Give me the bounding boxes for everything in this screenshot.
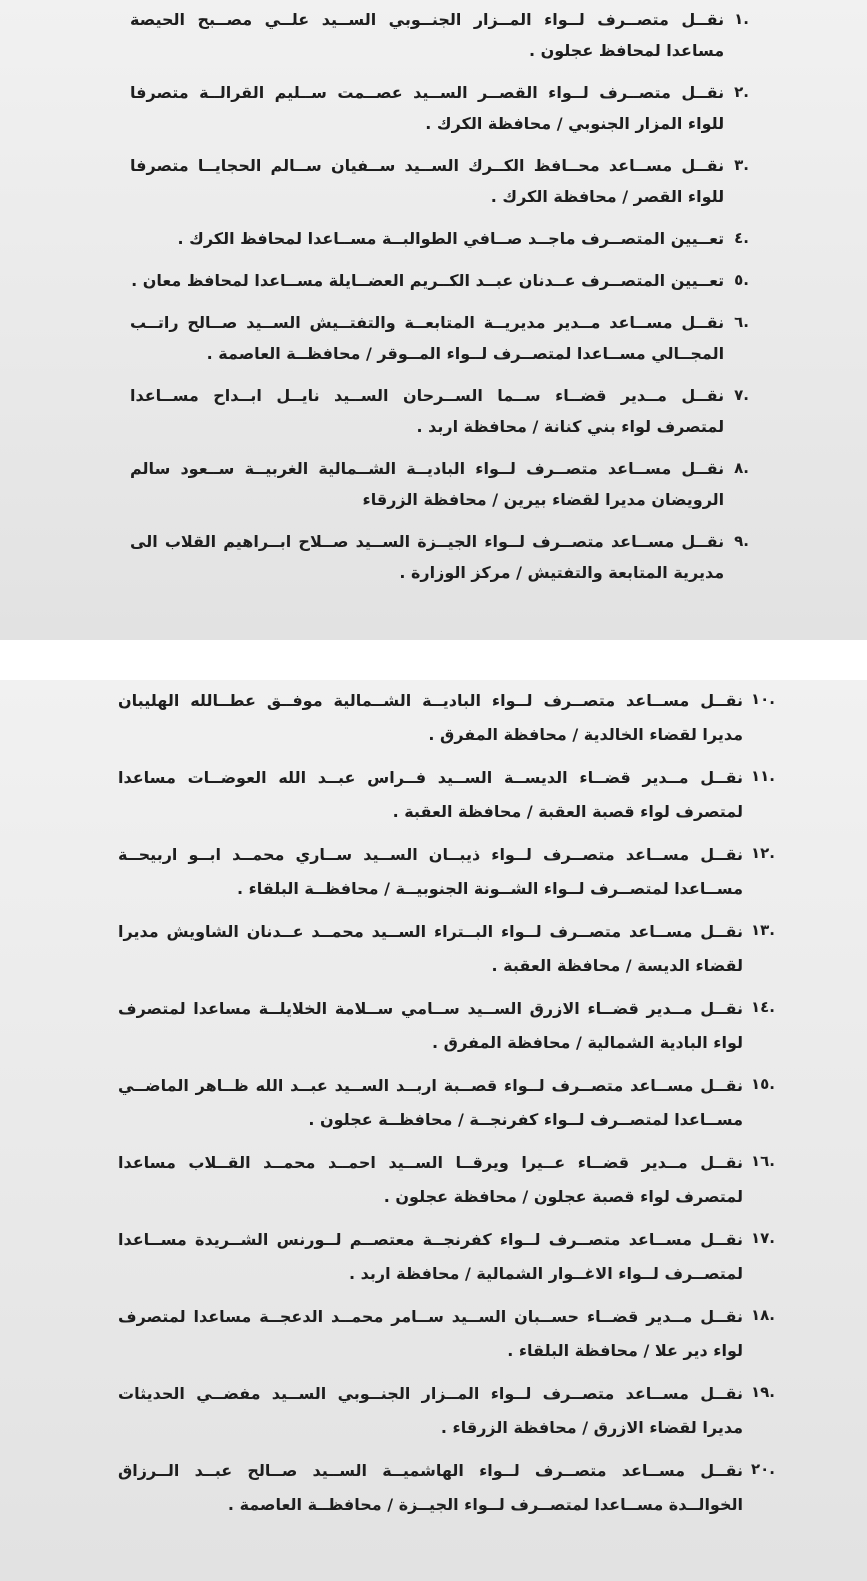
list-item xyxy=(118,992,775,1060)
item-text: نقــل مســاعد متصــرف لــواء المــزار الجنــوبي الســيد مفضــي الحديثات مديرا لقضاء الازرق / محافظة الزرقاء . xyxy=(118,1384,743,1437)
list-item xyxy=(130,223,749,254)
item-number: .١٣ xyxy=(750,921,775,939)
item-text: نقــل مســاعد متصــرف لــواء الباديــة الشــمالية موفــق عطــالله الهليبان مديرا لقضاء الخالدية / محافظة المفرق . xyxy=(118,691,743,744)
item-text: نقــل مســاعد متصــرف لــواء قصــبة اربــد الســيد عبــد الله ظــاهر الماضــي مســاعدا لمتصــرف لــواء كفرنجــة / محافظــة عجلون . xyxy=(118,1076,743,1129)
document-page-2 xyxy=(0,680,867,1581)
item-text: نقــل مــدير قضــاء الديســة الســيد فــراس عبــد الله العوضــات مساعدا لمتصرف لواء قصبة العقبة / محافظة العقبة . xyxy=(118,768,743,821)
item-number: .٩ xyxy=(734,532,749,550)
page-gap xyxy=(0,640,867,680)
item-text: تعــيين المتصــرف عــدنان عبــد الكــريم العضــايلة مســاعدا لمحافظ معان . xyxy=(131,271,725,290)
item-number: .٨ xyxy=(734,459,749,477)
item-text: تعــيين المتصــرف ماجــد صــافي الطوالبــة مســاعدا لمحافظ الكرك . xyxy=(177,229,725,248)
item-text: نقــل مســاعد مــدير مديريــة المتابعــة والتفتــيش الســيد صــالح راتــب المجــالي مســاعدا لمتصــرف لــواء المــوقر / محافظــة العاصمة . xyxy=(130,313,725,363)
item-number: .١٦ xyxy=(750,1152,775,1170)
item-text: نقــل مــدير قضــاء الازرق الســيد ســامي ســلامة الخلايلــة مساعدا لمتصرف لواء البادية الشمالية / محافظة المفرق . xyxy=(118,999,743,1052)
item-text: نقــل مــدير قضــاء عــيرا ويرقــا الســيد احمــد محمــد القــلاب مساعدا لمتصرف لواء قصبة عجلون / محافظة عجلون . xyxy=(118,1153,743,1206)
item-number: .٤ xyxy=(734,229,749,247)
item-number: .١١ xyxy=(750,767,775,785)
item-number: .١٥ xyxy=(750,1075,775,1093)
list-item xyxy=(130,453,749,515)
list-item xyxy=(118,1300,775,1368)
item-number: .١٠ xyxy=(750,690,775,708)
item-text: نقــل مســاعد متصــرف لــواء البــتراء الســيد محمــد عــدنان الشاويش مديرا لقضاء الديسة / محافظة العقبة . xyxy=(118,922,743,975)
item-number: .١٤ xyxy=(750,998,775,1016)
document-page-1 xyxy=(0,0,867,640)
list-item xyxy=(118,1146,775,1214)
list-item xyxy=(118,915,775,983)
item-text: نقــل متصــرف لــواء المــزار الجنــوبي الســيد علــي مصــبح الحيصة مساعدا لمحافظ عجلون . xyxy=(130,10,725,60)
item-text: نقــل متصــرف لــواء القصــر الســيد عصــمت ســليم القرالــة متصرفا للواء المزار الجنوبي / محافظة الكرك . xyxy=(130,83,725,133)
item-number: .١٢ xyxy=(750,844,775,862)
item-number: .١ xyxy=(734,10,749,28)
list-item xyxy=(118,684,775,752)
list-item xyxy=(118,1069,775,1137)
item-text: نقــل مســاعد محــافظ الكــرك الســيد ســفيان ســالم الحجايــا متصرفا للواء القصر / محافظة الكرك . xyxy=(130,156,725,206)
item-number: .٢٠ xyxy=(750,1460,775,1478)
item-number: .١٧ xyxy=(750,1229,775,1247)
item-text: نقــل مســاعد متصــرف لــواء ذيبــان الســيد ســاري محمــد ابــو اربيحــة مســاعدا لمتصــرف لــواء الشــونة الجنوبيــة / محافظــة البلقاء . xyxy=(118,845,743,898)
item-text: نقــل مســاعد متصــرف لــواء الباديــة الشــمالية الغربيــة ســعود سالم الرويضان مديرا لقضاء بيرين / محافظة الزرقاء xyxy=(130,459,725,509)
item-number: .٥ xyxy=(734,271,749,289)
list-item xyxy=(130,265,749,296)
item-number: .٣ xyxy=(734,156,749,174)
list-item xyxy=(130,307,749,369)
item-number: .٢ xyxy=(734,83,749,101)
list-item xyxy=(118,1377,775,1445)
list-item xyxy=(118,838,775,906)
item-number: .١٨ xyxy=(750,1306,775,1324)
item-text: نقــل مــدير قضــاء ســما الســرحان الســيد نايــل ابــداح مســاعدا لمتصرف لواء بني كنانة / محافظة اربد . xyxy=(130,386,725,436)
list-item xyxy=(130,4,749,66)
list-item xyxy=(130,77,749,139)
item-text: نقــل مســاعد متصــرف لــواء الهاشميــة الســيد صــالح عبــد الــرزاق الخوالــدة مســاعدا لمتصــرف لــواء الجيــزة / محافظــة العاصمة . xyxy=(118,1461,743,1514)
list-item xyxy=(130,526,749,588)
item-number: .٦ xyxy=(734,313,749,331)
item-number: .٧ xyxy=(734,386,749,404)
list-item xyxy=(130,380,749,442)
item-text: نقــل مــدير قضــاء حســبان الســيد ســامر محمــد الدعجــة مساعدا لمتصرف لواء دير علا / محافظة البلقاء . xyxy=(118,1307,743,1360)
item-text: نقــل مســاعد متصــرف لــواء الجيــزة الســيد صــلاح ابــراهيم القلاب الى مديرية المتابعة والتفتيش / مركز الوزارة . xyxy=(130,532,725,582)
list-item xyxy=(118,761,775,829)
list-item xyxy=(118,1454,775,1522)
list-item xyxy=(130,150,749,212)
item-text: نقــل مســاعد متصــرف لــواء كفرنجــة معتصــم لــورنس الشــريدة مســاعدا لمتصــرف لــواء الاغــوار الشمالية / محافظة اربد . xyxy=(118,1230,743,1283)
list-item xyxy=(118,1223,775,1291)
item-number: .١٩ xyxy=(750,1383,775,1401)
